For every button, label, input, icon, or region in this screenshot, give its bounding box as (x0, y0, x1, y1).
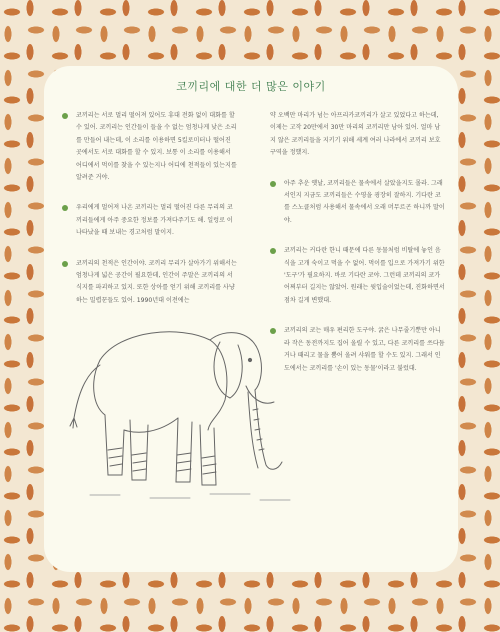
bullet-icon (62, 113, 68, 119)
paragraph (62, 110, 237, 184)
paragraph-text: 코끼리는 서로 멀리 떨어져 있어도 휴대 전화 없이 대화를 할 수 있어. 코끼리는 인간들이 들을 수 없는 엄청나게 낮은 소리를 만들어 내는데, 이 소리를 이용하면 5킬로미터나 떨어진 곳에서도 서로 대화를 할 수 있지. 보통 이 소리를 이용해서 어디에서 먹이를 찾을 수 있는지나 어디에 천적들이 있는지를 알려준 거야. (76, 112, 237, 182)
elephant-illustration (60, 290, 310, 510)
bullet-icon (62, 205, 68, 211)
bullet-icon (270, 181, 276, 187)
paragraph-text: 약 오백만 마리가 넘는 아프리카코끼리가 살고 있었다고 하는데, 이제는 고작 20만에서 30만 마리의 코끼리만 남아 있어. 얼마 남지 않은 코끼리들을 지키기 위해 세계 여러 나라에서 코끼리 보호 구역을 정했지. (270, 112, 441, 157)
paragraph-text: 아주 추운 옛날, 코끼리들은 물속에서 살았을지도 몰라. 그래서인지 지금도 코끼리들은 수영을 굉장히 잘하지. 기다란 코를 스노클처럼 사용해서 물속에서 오래 머무르곤 하니까 말이야. (284, 179, 445, 224)
bullet-icon (62, 261, 68, 267)
paragraph (270, 110, 445, 160)
page-title: 코끼리에 대한 더 많은 이야기 (176, 80, 326, 93)
paragraph (270, 178, 445, 228)
paragraph-text: 코끼리는 커다란 한니 때문에 다른 동물처럼 비탈에 놓인 음식을 고개 숙이고 먹을 수 없어. 먹이를 입으로 가져가기 위한 '도구'가 필요하지. 바로 기다란 코야. 그런데 코끼리의 코가 어쩌부터 길지는 않았어. 원래는 윗입술이었는데, 진화하면서 점차 길게 변했대. (284, 247, 445, 304)
paragraph-text: 코끼리의 천적은 인간이야. 코끼리 무리가 살아가기 위해서는 엄청나게 넓은 공간이 필요한데, 인간이 주말은 코끼리의 서식지를 파괴하고 있지. 또한 상아를 얻기 위해 코끼리를 사냥하는 밀렵꾼들도 있어. 1990년대 이전에는 (76, 259, 237, 304)
bullet-icon (270, 248, 276, 254)
paragraph (62, 202, 237, 239)
paragraph-text: 코끼리의 코는 매우 편리한 도구야. 굵은 나무줄기뿐만 아니라 작은 동전까지도 집어 올릴 수 있고, 다른 코끼리를 쓰다듬거나 때리고 물을 뿜어 올려 샤워를 할 수도 있지. 그래서 인도에서는 코끼리를 '손이 있는 동물'이라고 불렀대. (284, 327, 445, 372)
paragraph-text: 우리에게 멀어져 나온 코끼리는 멀리 떨어진 다른 무리의 코끼리들에게 아주 중요한 정보를 가져다주기도 해. 일렁로 이 나타났을 때 보내는 경고처럼 말이지. (76, 204, 233, 237)
